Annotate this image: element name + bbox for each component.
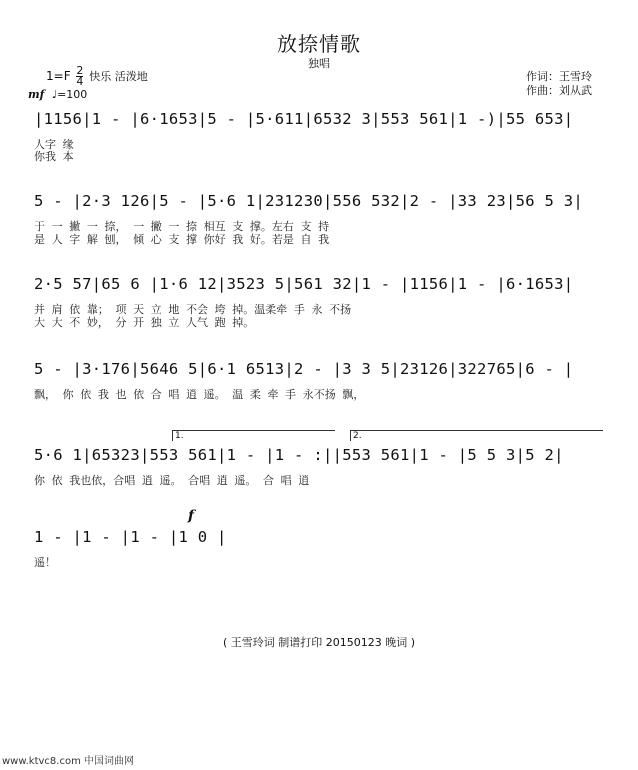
notation-line: 1 - |1 - |1 - |1 0 | — [34, 528, 227, 546]
tempo-marking — [28, 88, 87, 101]
first-ending-bracket: 1. — [172, 430, 335, 441]
dynamic-mark: mf — [28, 88, 45, 101]
lyric-line: 是 人 字 解 刨， 倾 心 支 撑 你好 我 好。若是 自 我 — [34, 233, 330, 246]
time-bottom: 4 — [76, 75, 84, 88]
time-top: 2 — [76, 64, 84, 77]
dynamic-forte: f — [188, 508, 195, 524]
lyric-line: 人字 缘 — [34, 138, 74, 151]
notation-line: 5 - |2·3 126|5 - |5·6 1|231230|556 532|2 - |33 23|56 5 3| — [34, 192, 584, 210]
lyric-line: 遥！ — [34, 556, 56, 569]
lyric-line: 你 依 我也依，合唱 逍 遥。 合唱 逍 遥。 合 唱 逍 — [34, 474, 310, 487]
lyric-line: 你我 本 — [34, 150, 74, 163]
notation-line: |1156|1 - |6·1653|5 - |5·611|6532 3|553 561|1 -)|55 653| — [34, 110, 574, 128]
time-signature — [76, 66, 83, 87]
lyricist-credit: 作词：王雪玲 — [526, 70, 592, 83]
key-label: 1=F — [46, 69, 71, 83]
lyric-line: 并 肩 依 靠； 项 天 立 地 不会 垮 掉。温柔牵 手 永 不扬 — [34, 303, 352, 316]
lyric-line: 飘， 你 依 我 也 依 合 唱 逍 遥。 温 柔 牵 手 永不扬 飘， — [34, 388, 365, 401]
expression-marking: 快乐 活泼地 — [89, 70, 148, 83]
second-ending-bracket: 2. — [350, 430, 603, 441]
lyric-line: 大 大 不 妙， 分 开 独 立 人气 跑 掉。 — [34, 316, 255, 329]
song-title: 放捺情歌 — [277, 32, 361, 56]
notation-line: 5 - |3·176|5646 5|6·1 6513|2 - |3 3 5|23126|322765|6 - | — [34, 360, 574, 378]
notation-line: 2·5 57|65 6 |1·6 12|3523 5|561 32|1 - |1156|1 - |6·1653| — [34, 275, 574, 293]
lyric-line: 于 一 撇 一 捺， 一 撇 一 捺 相互 支 撑。左右 支 持 — [34, 220, 330, 233]
notation-line: 5·6 1|65323|553 561|1 - |1 - :||553 561|1 - |5 5 3|5 2| — [34, 446, 564, 464]
composer-credit: 作曲：刘从武 — [526, 84, 592, 97]
performance-type: 独唱 — [308, 57, 330, 70]
key-signature — [46, 66, 148, 87]
site-watermark: www.ktvc8.com 中国词曲网 — [2, 756, 135, 767]
tempo-value: ♩=100 — [51, 88, 88, 101]
footer-note: ( 王雪玲词 制谱打印 20150123 晚词 ) — [222, 636, 416, 649]
